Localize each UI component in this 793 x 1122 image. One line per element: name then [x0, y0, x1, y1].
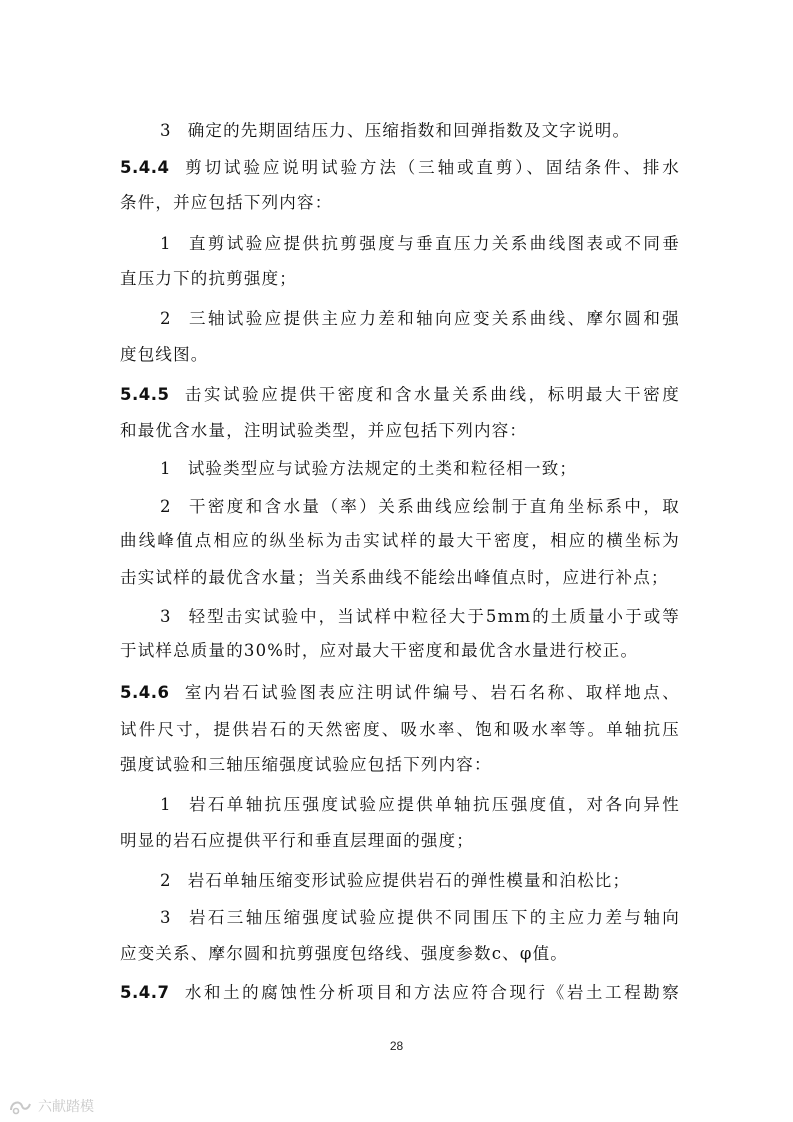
list-item-number: 3 [160, 607, 172, 626]
continuation-line [120, 191, 680, 215]
line-text: 岩石三轴压缩强度试验应提供不同围压下的主应力差与轴向 [187, 908, 680, 927]
continuation-line [120, 639, 680, 663]
line-text: 应变关系、摩尔圆和抗剪强度包络线、强度参数c、φ值。 [120, 944, 568, 963]
line-text: 直压力下的抗剪强度； [120, 269, 297, 288]
continuation-line [120, 829, 680, 853]
line-text: 试验类型应与试验方法规定的土类和粒径相一致； [187, 459, 578, 478]
continuation-line [120, 529, 680, 553]
list-item-line [160, 793, 680, 817]
continuation-line [120, 419, 680, 443]
line-text: 水和土的腐蚀性分析项目和方法应符合现行《岩土工程勘察 [183, 983, 680, 1002]
list-item-number: 1 [160, 234, 172, 253]
line-text: 击实试样的最优含水量；当关系曲线不能绘出峰值点时，应进行补点； [120, 568, 669, 587]
list-item-number: 1 [160, 795, 172, 814]
line-text: 岩石单轴抗压强度试验应提供单轴抗压强度值，对各向异性 [187, 795, 680, 814]
list-item-line [160, 307, 680, 331]
list-item-number: 3 [160, 121, 172, 140]
line-text: 三轴试验应提供主应力差和轴向应变关系曲线、摩尔圆和强 [187, 309, 680, 328]
line-text: 室内岩石试验图表应注明试件编号、岩石名称、取样地点、 [183, 683, 680, 702]
clause-number: 5.4.4 [120, 158, 170, 177]
continuation-line [120, 942, 680, 966]
clause-number: 5.4.7 [120, 983, 170, 1002]
page-number: 28 [389, 1039, 404, 1053]
line-text: 直剪试验应提供抗剪强度与垂直压力关系曲线图表或不同垂 [187, 234, 680, 253]
line-text: 曲线峰值点相应的纵坐标为击实试样的最大干密度，相应的横坐标为 [120, 531, 680, 550]
clause-line [120, 981, 680, 1005]
line-text: 和最优含水量，注明试验类型，并应包括下列内容： [120, 421, 528, 440]
list-item-line [160, 906, 680, 930]
clause-line [120, 383, 680, 407]
list-item-number: 2 [160, 309, 172, 328]
continuation-line [120, 267, 680, 291]
list-item-number: 1 [160, 459, 172, 478]
line-text: 明显的岩石应提供平行和垂直层理面的强度； [120, 831, 474, 850]
clause-number: 5.4.6 [120, 683, 170, 702]
line-text: 轻型击实试验中，当试样中粒径大于5mm的土质量小于或等 [187, 607, 680, 626]
watermark-text: 六献踏模 [38, 1099, 94, 1115]
continuation-line [120, 343, 680, 367]
list-item-number: 3 [160, 908, 172, 927]
clause-line [120, 156, 680, 180]
continuation-line [120, 718, 680, 742]
list-item-number: 2 [160, 497, 172, 516]
continuation-line [120, 753, 680, 777]
watermark [8, 1094, 94, 1118]
line-text: 试件尺寸，提供岩石的天然密度、吸水率、饱和吸水率等。单轴抗压 [120, 720, 680, 739]
list-item-line [160, 869, 680, 893]
line-text: 剪切试验应说明试验方法（三轴或直剪）、固结条件、排水 [183, 158, 680, 177]
line-text: 度包线图。 [120, 345, 209, 364]
line-text: 击实试验应提供干密度和含水量关系曲线，标明最大干密度 [183, 385, 680, 404]
line-text: 干密度和含水量（率）关系曲线应绘制于直角坐标系中，取 [187, 497, 680, 516]
clause-number: 5.4.5 [120, 385, 170, 404]
list-item-line [160, 232, 680, 256]
list-item-line [160, 605, 680, 629]
line-text: 强度试验和三轴压缩强度试验应包括下列内容： [120, 755, 492, 774]
line-text: 于试样总质量的30%时，应对最大干密度和最优含水量进行校正。 [120, 641, 639, 660]
logo-icon [8, 1096, 34, 1116]
clause-line [120, 681, 680, 705]
line-text: 确定的先期固结压力、压缩指数和回弹指数及文字说明。 [187, 121, 631, 140]
line-text: 条件，并应包括下列内容： [120, 193, 333, 212]
continuation-line [120, 566, 680, 590]
list-item-line [160, 495, 680, 519]
list-item-line [160, 119, 680, 143]
line-text: 岩石单轴压缩变形试验应提供岩石的弹性模量和泊松比； [187, 871, 631, 890]
list-item-line [160, 457, 680, 481]
list-item-number: 2 [160, 871, 172, 890]
